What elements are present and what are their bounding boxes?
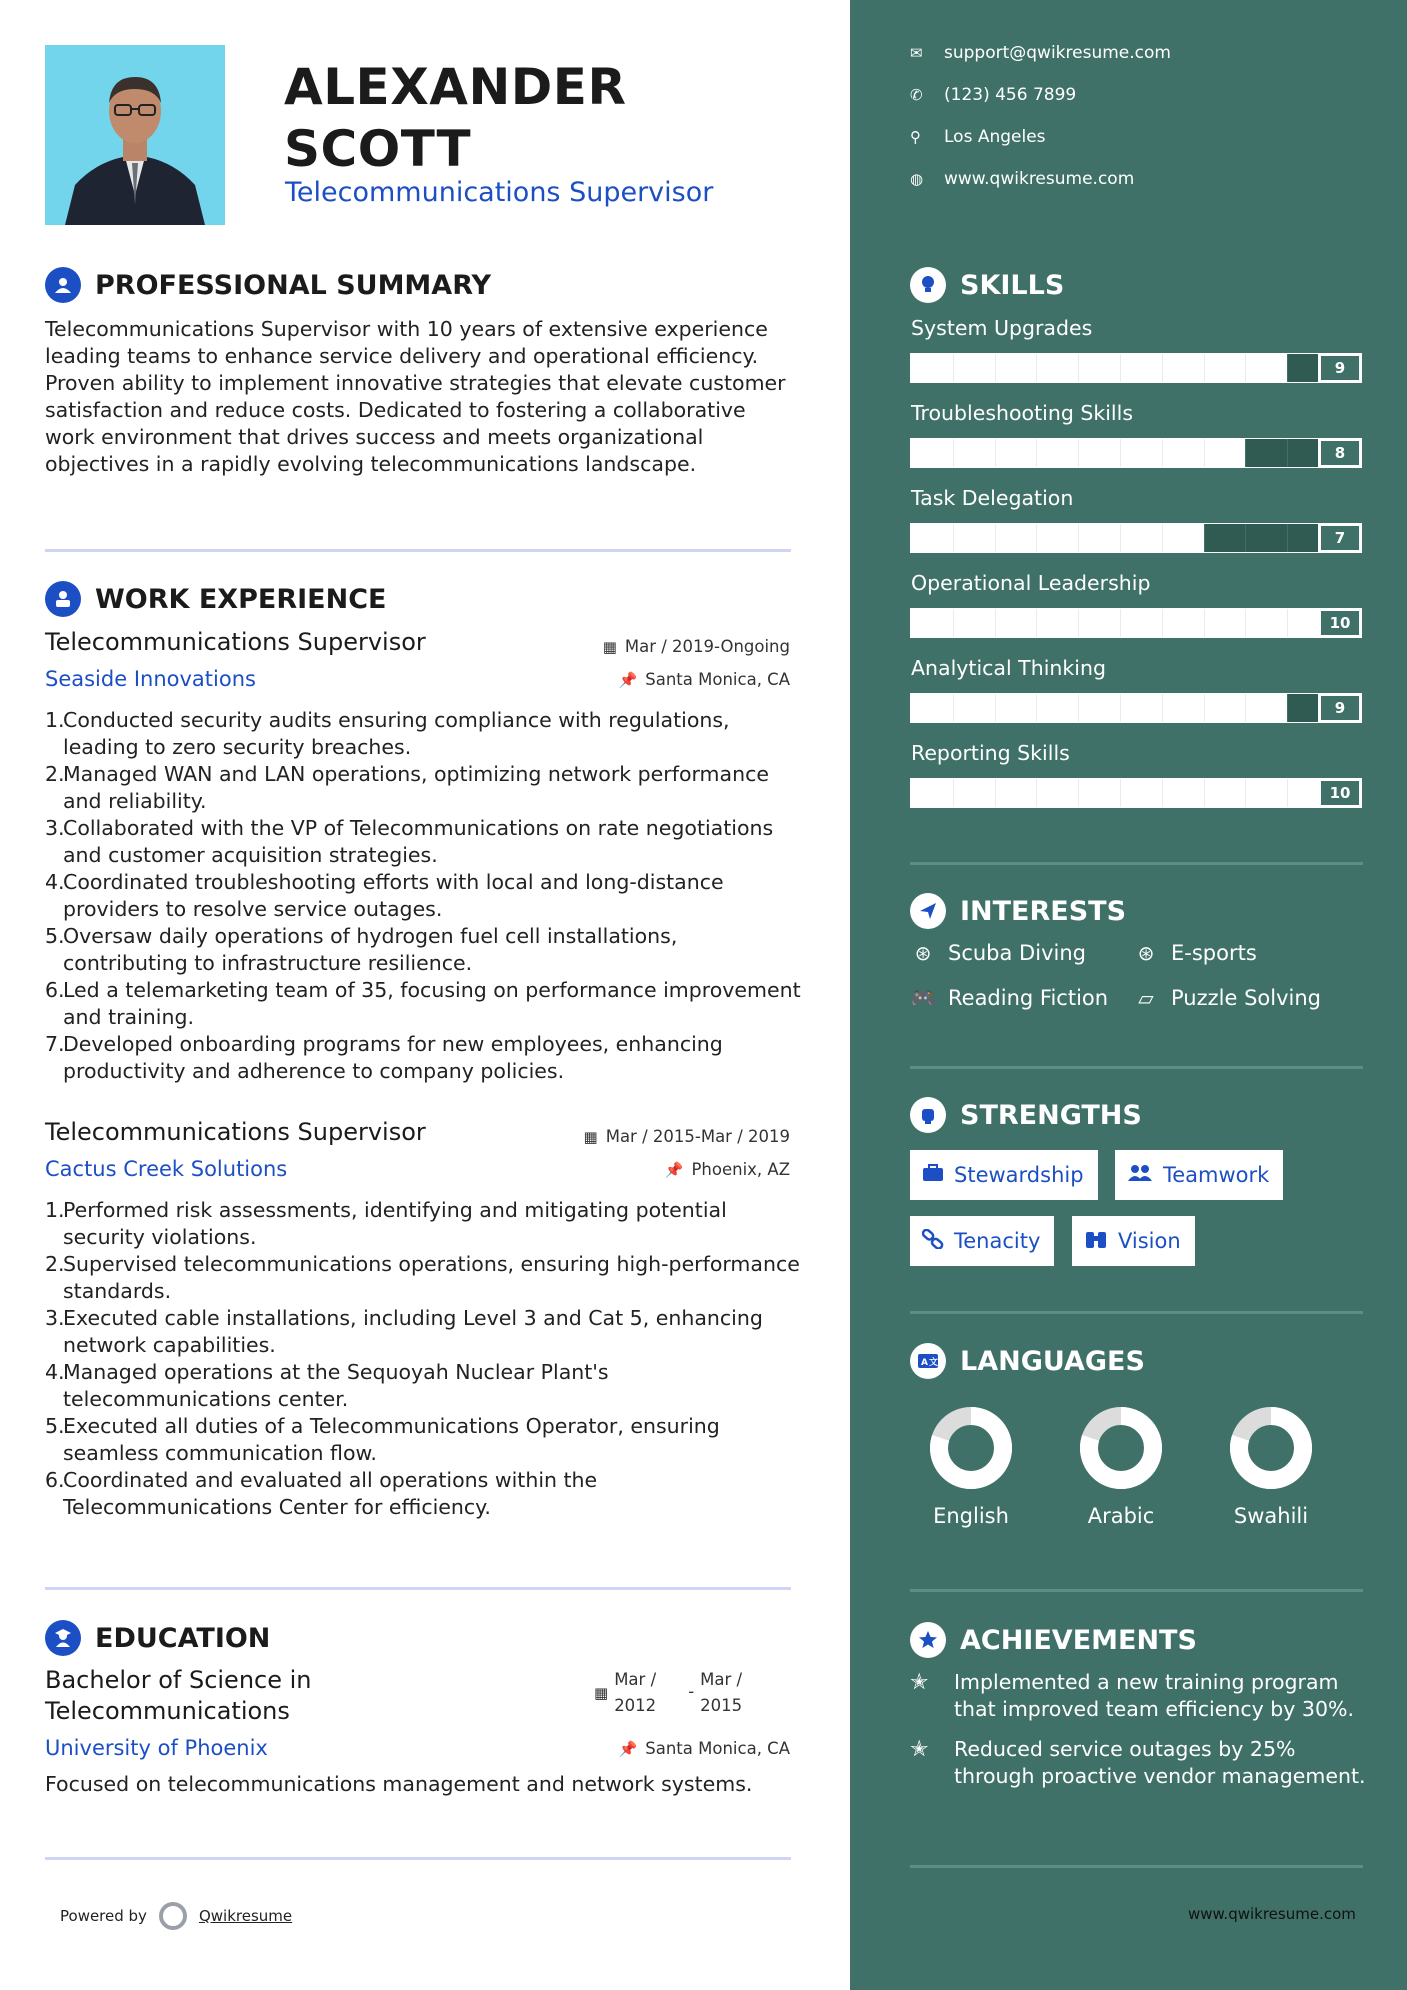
languages-title: LANGUAGES bbox=[960, 1345, 1145, 1377]
divider bbox=[910, 1589, 1363, 1592]
summary-heading bbox=[45, 267, 491, 303]
qwikresume-link[interactable]: Qwikresume bbox=[198, 1907, 293, 1925]
job-location bbox=[665, 1160, 790, 1179]
skill-bar-segment bbox=[1078, 354, 1079, 382]
divider bbox=[910, 1066, 1363, 1069]
start-date bbox=[614, 1667, 656, 1719]
achievement-text: Reduced service outages by 25% through proactive vendor management. bbox=[954, 1737, 1366, 1788]
lightbulb-icon bbox=[910, 267, 946, 303]
skill-bar-segment bbox=[1162, 609, 1163, 637]
bullet-text: Conducted security audits ensuring compliance with regulations, leading to zero security breaches. bbox=[63, 708, 730, 759]
divider bbox=[45, 1587, 791, 1590]
skill-bar-segment bbox=[1036, 779, 1037, 807]
job-dates bbox=[584, 1127, 790, 1146]
skill-bar-segment bbox=[1162, 439, 1163, 467]
job-title: Telecommunications Supervisor bbox=[45, 628, 426, 656]
achievement-item bbox=[910, 1669, 1370, 1723]
candidate-name bbox=[284, 56, 626, 180]
strength-tag bbox=[910, 1216, 1054, 1266]
divider bbox=[910, 862, 1363, 865]
skill-bar-segment bbox=[1078, 609, 1079, 637]
svg-text:文: 文 bbox=[929, 1358, 939, 1368]
language-item bbox=[911, 1406, 1031, 1528]
skill-bar-segment bbox=[1287, 524, 1288, 552]
skill-bar-segment bbox=[1287, 779, 1288, 807]
skill-bar-segment bbox=[1245, 779, 1246, 807]
contact-website[interactable] bbox=[910, 169, 1134, 189]
strength-label: Tenacity bbox=[954, 1229, 1041, 1253]
list-item: 5. Executed all duties of a Telecommunications Operator, ensuring seamless communication flow. bbox=[45, 1413, 805, 1467]
binoculars-icon bbox=[1084, 1229, 1108, 1254]
skill-bar-segment bbox=[1036, 354, 1037, 382]
bullet-text: Managed WAN and LAN operations, optimizing network performance and reliability. bbox=[63, 762, 769, 813]
skill-bar-segment bbox=[1036, 694, 1037, 722]
profile-photo bbox=[45, 45, 225, 225]
bullet-text: Developed onboarding programs for new employees, enhancing productivity and adherence to company policies. bbox=[63, 1032, 723, 1083]
job-dates-text: Mar / 2015-Mar / 2019 bbox=[605, 1127, 790, 1146]
language-item bbox=[1211, 1406, 1331, 1528]
strength-label: Vision bbox=[1118, 1229, 1181, 1253]
phone-text: (123) 456 7899 bbox=[944, 85, 1077, 105]
name-line-2: SCOTT bbox=[284, 120, 472, 178]
skill-bar-segment bbox=[1204, 609, 1205, 637]
job-title: Telecommunications Supervisor bbox=[45, 1118, 426, 1146]
location-text: Los Angeles bbox=[944, 127, 1046, 147]
skill-bar-segment bbox=[1120, 779, 1121, 807]
powered-by bbox=[60, 1902, 292, 1930]
skill-score: 9 bbox=[1318, 693, 1362, 723]
user-icon bbox=[45, 267, 81, 303]
list-item: 3. Collaborated with the VP of Telecommunications on rate negotiations and customer acquisition strategies. bbox=[45, 815, 805, 869]
job-role: Telecommunications Supervisor bbox=[285, 177, 714, 208]
strengths-title: STRENGTHS bbox=[960, 1099, 1142, 1131]
bullet-text: Oversaw daily operations of hydrogen fuel cell installations, contributing to infrastructure resilience. bbox=[63, 924, 678, 975]
bullet-text: Executed all duties of a Telecommunications Operator, ensuring seamless communication flow. bbox=[63, 1414, 720, 1465]
pin-icon: 📌 bbox=[618, 671, 638, 689]
star-icon: ✭ bbox=[910, 1670, 929, 1695]
website-text: www.qwikresume.com bbox=[944, 169, 1135, 189]
end-month: Mar / bbox=[700, 1670, 743, 1689]
skill-bar-segment bbox=[995, 609, 996, 637]
interest-item bbox=[910, 941, 1086, 965]
skill-bar bbox=[910, 778, 1330, 808]
interest-label: Puzzle Solving bbox=[1171, 986, 1321, 1010]
users-icon bbox=[1127, 1163, 1153, 1187]
skill-bar-segment bbox=[1078, 439, 1079, 467]
job-dates-text: Mar / 2019-Ongoing bbox=[624, 637, 790, 656]
list-item: 1. Conducted security audits ensuring compliance with regulations, leading to zero security breaches. bbox=[45, 707, 805, 761]
skill-bar-segment bbox=[1120, 609, 1121, 637]
achievement-text: Implemented a new training program that improved team efficiency by 30%. bbox=[954, 1670, 1354, 1721]
briefcase-user-icon bbox=[45, 581, 81, 617]
skill-bar-segment bbox=[1204, 694, 1205, 722]
strength-label: Teamwork bbox=[1163, 1163, 1270, 1187]
list-item: 6. Led a telemarketing team of 35, focusing on performance improvement and training. bbox=[45, 977, 805, 1031]
briefcase-icon bbox=[922, 1163, 944, 1187]
calendar-icon: ▦ bbox=[594, 1684, 609, 1702]
bullet-text: Collaborated with the VP of Telecommunications on rate negotiations and customer acquisition strategies. bbox=[63, 816, 774, 867]
skill-bar-segment bbox=[953, 694, 954, 722]
language-ring bbox=[1229, 1406, 1313, 1490]
language-label: Swahili bbox=[1233, 1504, 1309, 1528]
strength-tag bbox=[910, 1150, 1098, 1200]
map-pin-icon: ⚲ bbox=[910, 128, 921, 146]
skill-bar-segment bbox=[1204, 354, 1205, 382]
star-badge-icon bbox=[910, 1622, 946, 1658]
interest-item bbox=[1133, 941, 1257, 965]
job-location-text: Phoenix, AZ bbox=[691, 1160, 790, 1179]
book-icon: ▱ bbox=[1138, 986, 1154, 1010]
graduate-icon bbox=[45, 1620, 81, 1656]
name-line-1: ALEXANDER bbox=[284, 58, 627, 116]
list-item: 4. Managed operations at the Sequoyah Nuclear Plant's telecommunications center. bbox=[45, 1359, 805, 1413]
skill-bar-segment bbox=[1245, 694, 1246, 722]
skill-bar-segment bbox=[953, 779, 954, 807]
strengths-heading bbox=[910, 1097, 1142, 1133]
contact-location bbox=[910, 127, 1046, 147]
bullet-text: Executed cable installations, including Level 3 and Cat 5, enhancing network capabilities. bbox=[63, 1306, 763, 1357]
skill-label: Troubleshooting Skills bbox=[911, 401, 1134, 425]
envelope-icon: ✉ bbox=[910, 44, 923, 62]
interests-title: INTERESTS bbox=[960, 895, 1127, 927]
gamepad-icon: 🎮 bbox=[910, 986, 936, 1010]
list-item: 6. Coordinated and evaluated all operations within the Telecommunications Center for efficiency. bbox=[45, 1467, 805, 1521]
job-bullets bbox=[45, 1197, 805, 1521]
skills-heading bbox=[910, 267, 1064, 303]
skills-title: SKILLS bbox=[960, 269, 1065, 301]
language-icon bbox=[910, 1343, 946, 1379]
achievements-heading bbox=[910, 1622, 1197, 1658]
globe-icon: ◍ bbox=[910, 170, 924, 188]
svg-text:A: A bbox=[921, 1358, 928, 1368]
star-icon: ✭ bbox=[910, 1737, 929, 1762]
list-item: 7. Developed onboarding programs for new employees, enhancing productivity and adherence to company policies. bbox=[45, 1031, 805, 1085]
skill-bar-fill bbox=[911, 694, 1287, 722]
life-ring-icon: ⊛ bbox=[914, 941, 932, 965]
summary-text: Telecommunications Supervisor with 10 years of extensive experience leading teams to enhance service delivery and operational efficiency. Proven ability to implement innovative strategies that elevate customer satisfaction and reduce costs. Dedicated to fostering a collaborative work environment that drives success and meets organizational objectives in a rapidly evolving telecommunications landscape. bbox=[45, 317, 786, 476]
achievements-title: ACHIEVEMENTS bbox=[960, 1624, 1197, 1656]
interest-item bbox=[910, 986, 1108, 1010]
language-ring bbox=[929, 1406, 1013, 1490]
interest-label: Scuba Diving bbox=[948, 941, 1086, 965]
interest-label: E-sports bbox=[1171, 941, 1257, 965]
skill-bar-segment bbox=[1162, 354, 1163, 382]
skill-bar-segment bbox=[953, 609, 954, 637]
bullet-text: Supervised telecommunications operations, ensuring high-performance standards. bbox=[63, 1252, 800, 1303]
skill-bar-segment bbox=[1078, 779, 1079, 807]
education-location-text: Santa Monica, CA bbox=[645, 1739, 790, 1758]
skill-label: Analytical Thinking bbox=[911, 656, 1106, 680]
degree-line-1: Bachelor of Science in bbox=[45, 1666, 312, 1694]
skill-bar-segment bbox=[1245, 354, 1246, 382]
divider bbox=[45, 1857, 791, 1860]
skill-score: 7 bbox=[1318, 523, 1362, 553]
skill-bar-segment bbox=[953, 524, 954, 552]
language-item bbox=[1061, 1406, 1181, 1528]
end-year: 2015 bbox=[700, 1696, 743, 1715]
contact-email[interactable] bbox=[910, 43, 1171, 63]
skill-bar-segment bbox=[1036, 439, 1037, 467]
powered-by-label: Powered by bbox=[60, 1907, 147, 1925]
job-location-text: Santa Monica, CA bbox=[645, 670, 790, 689]
skill-score: 8 bbox=[1318, 438, 1362, 468]
contact-phone[interactable] bbox=[910, 85, 1076, 105]
divider bbox=[910, 1311, 1363, 1314]
school-name: University of Phoenix bbox=[45, 1736, 268, 1760]
skill-bar-segment bbox=[1204, 779, 1205, 807]
skill-bar-segment bbox=[1245, 524, 1246, 552]
skill-bar-segment bbox=[1078, 694, 1079, 722]
skill-bar-segment bbox=[1287, 354, 1288, 382]
skill-bar-segment bbox=[995, 439, 996, 467]
skill-bar-segment bbox=[1078, 524, 1079, 552]
start-month: Mar / bbox=[614, 1670, 657, 1689]
interest-item bbox=[1133, 986, 1321, 1010]
strength-tag bbox=[1115, 1150, 1283, 1200]
interests-heading bbox=[910, 893, 1126, 929]
job-location bbox=[619, 670, 790, 689]
skill-bar-segment bbox=[1162, 694, 1163, 722]
degree-line-2: Telecommunications bbox=[45, 1697, 290, 1725]
footer-website[interactable]: www.qwikresume.com bbox=[1188, 1905, 1356, 1923]
skill-bar-segment bbox=[1120, 694, 1121, 722]
skill-score: 10 bbox=[1318, 778, 1362, 808]
skill-bar-fill bbox=[911, 524, 1204, 552]
achievement-item bbox=[910, 1736, 1370, 1790]
sidebar bbox=[850, 0, 1407, 1990]
skill-bar-segment bbox=[1245, 439, 1246, 467]
skill-bar bbox=[910, 353, 1330, 383]
skill-bar-segment bbox=[1287, 694, 1288, 722]
skill-bar-segment bbox=[1287, 439, 1288, 467]
company-name: Seaside Innovations bbox=[45, 667, 256, 691]
work-heading bbox=[45, 581, 386, 617]
skill-bar-segment bbox=[1120, 439, 1121, 467]
email-text: support@qwikresume.com bbox=[944, 43, 1171, 63]
bullet-text: Coordinated and evaluated all operations within the Telecommunications Center for efficiency. bbox=[63, 1468, 598, 1519]
bullet-text: Performed risk assessments, identifying and mitigating potential security violations. bbox=[63, 1198, 727, 1249]
date-separator: - bbox=[688, 1682, 695, 1701]
skill-label: Reporting Skills bbox=[911, 741, 1070, 765]
education-location bbox=[619, 1739, 790, 1758]
list-item: 2. Managed WAN and LAN operations, optimizing network performance and reliability. bbox=[45, 761, 805, 815]
language-label: Arabic bbox=[1087, 1504, 1155, 1528]
skill-label: Operational Leadership bbox=[911, 571, 1151, 595]
skill-bar-segment bbox=[995, 779, 996, 807]
education-title: EDUCATION bbox=[95, 1622, 271, 1654]
skill-bar bbox=[910, 693, 1330, 723]
job-bullets bbox=[45, 707, 805, 1085]
list-item: 4. Coordinated troubleshooting efforts with local and long-distance providers to resolve service outages. bbox=[45, 869, 805, 923]
strength-tag bbox=[1072, 1216, 1195, 1266]
skill-bar-segment bbox=[995, 524, 996, 552]
skill-score: 10 bbox=[1318, 608, 1362, 638]
skill-bar-segment bbox=[1287, 609, 1288, 637]
calendar-icon: ▦ bbox=[602, 638, 617, 656]
education-description: Focused on telecommunications management and network systems. bbox=[45, 1772, 753, 1796]
pin-icon: 📌 bbox=[664, 1161, 684, 1179]
strength-label: Stewardship bbox=[954, 1163, 1084, 1187]
degree-title bbox=[45, 1665, 312, 1727]
pin-icon: 📌 bbox=[618, 1740, 638, 1758]
life-ring-icon: ⊛ bbox=[1137, 941, 1155, 965]
skill-bar-segment bbox=[1120, 354, 1121, 382]
divider bbox=[45, 549, 791, 552]
start-year: 2012 bbox=[614, 1696, 657, 1715]
phone-icon: ✆ bbox=[910, 86, 923, 104]
skill-bar-segment bbox=[1162, 779, 1163, 807]
bullet-text: Coordinated troubleshooting efforts with local and long-distance providers to resolve service outages. bbox=[63, 870, 724, 921]
interest-label: Reading Fiction bbox=[948, 986, 1109, 1010]
skill-bar bbox=[910, 608, 1330, 638]
company-name: Cactus Creek Solutions bbox=[45, 1157, 288, 1181]
work-title: WORK EXPERIENCE bbox=[95, 583, 387, 615]
divider bbox=[910, 1865, 1363, 1868]
skill-bar-segment bbox=[1162, 524, 1163, 552]
skill-bar-segment bbox=[953, 354, 954, 382]
end-date bbox=[700, 1667, 742, 1719]
calendar-icon: ▦ bbox=[583, 1128, 598, 1146]
language-label: English bbox=[933, 1504, 1009, 1528]
skill-bar-segment bbox=[995, 694, 996, 722]
skill-label: System Upgrades bbox=[911, 316, 1093, 340]
qwikresume-logo-icon bbox=[159, 1902, 187, 1930]
skill-bar-segment bbox=[1204, 524, 1205, 552]
link-icon bbox=[922, 1229, 944, 1254]
job-dates bbox=[603, 637, 790, 656]
summary-title: PROFESSIONAL SUMMARY bbox=[95, 269, 492, 301]
skill-score: 9 bbox=[1318, 353, 1362, 383]
list-item: 5. Oversaw daily operations of hydrogen fuel cell installations, contributing to infrastructure resilience. bbox=[45, 923, 805, 977]
skill-bar bbox=[910, 523, 1330, 553]
fist-icon bbox=[910, 1097, 946, 1133]
list-item: 3. Executed cable installations, including Level 3 and Cat 5, enhancing network capabilities. bbox=[45, 1305, 805, 1359]
skill-bar-segment bbox=[1036, 524, 1037, 552]
skill-label: Task Delegation bbox=[911, 486, 1074, 510]
skill-bar-fill bbox=[911, 354, 1287, 382]
language-ring bbox=[1079, 1406, 1163, 1490]
education-dates bbox=[594, 1667, 742, 1719]
skill-bar-segment bbox=[953, 439, 954, 467]
languages-heading bbox=[910, 1343, 1145, 1379]
skill-bar-segment bbox=[1120, 524, 1121, 552]
bullet-text: Managed operations at the Sequoyah Nuclear Plant's telecommunications center. bbox=[63, 1360, 609, 1411]
skill-bar-segment bbox=[995, 354, 996, 382]
education-heading bbox=[45, 1620, 270, 1656]
bullet-text: Led a telemarketing team of 35, focusing on performance improvement and training. bbox=[63, 978, 801, 1029]
paper-plane-icon bbox=[910, 893, 946, 929]
list-item: 1. Performed risk assessments, identifying and mitigating potential security violations. bbox=[45, 1197, 805, 1251]
skill-bar-segment bbox=[1204, 439, 1205, 467]
skill-bar-segment bbox=[1245, 609, 1246, 637]
skill-bar-segment bbox=[1036, 609, 1037, 637]
skill-bar bbox=[910, 438, 1330, 468]
list-item: 2. Supervised telecommunications operations, ensuring high-performance standards. bbox=[45, 1251, 805, 1305]
